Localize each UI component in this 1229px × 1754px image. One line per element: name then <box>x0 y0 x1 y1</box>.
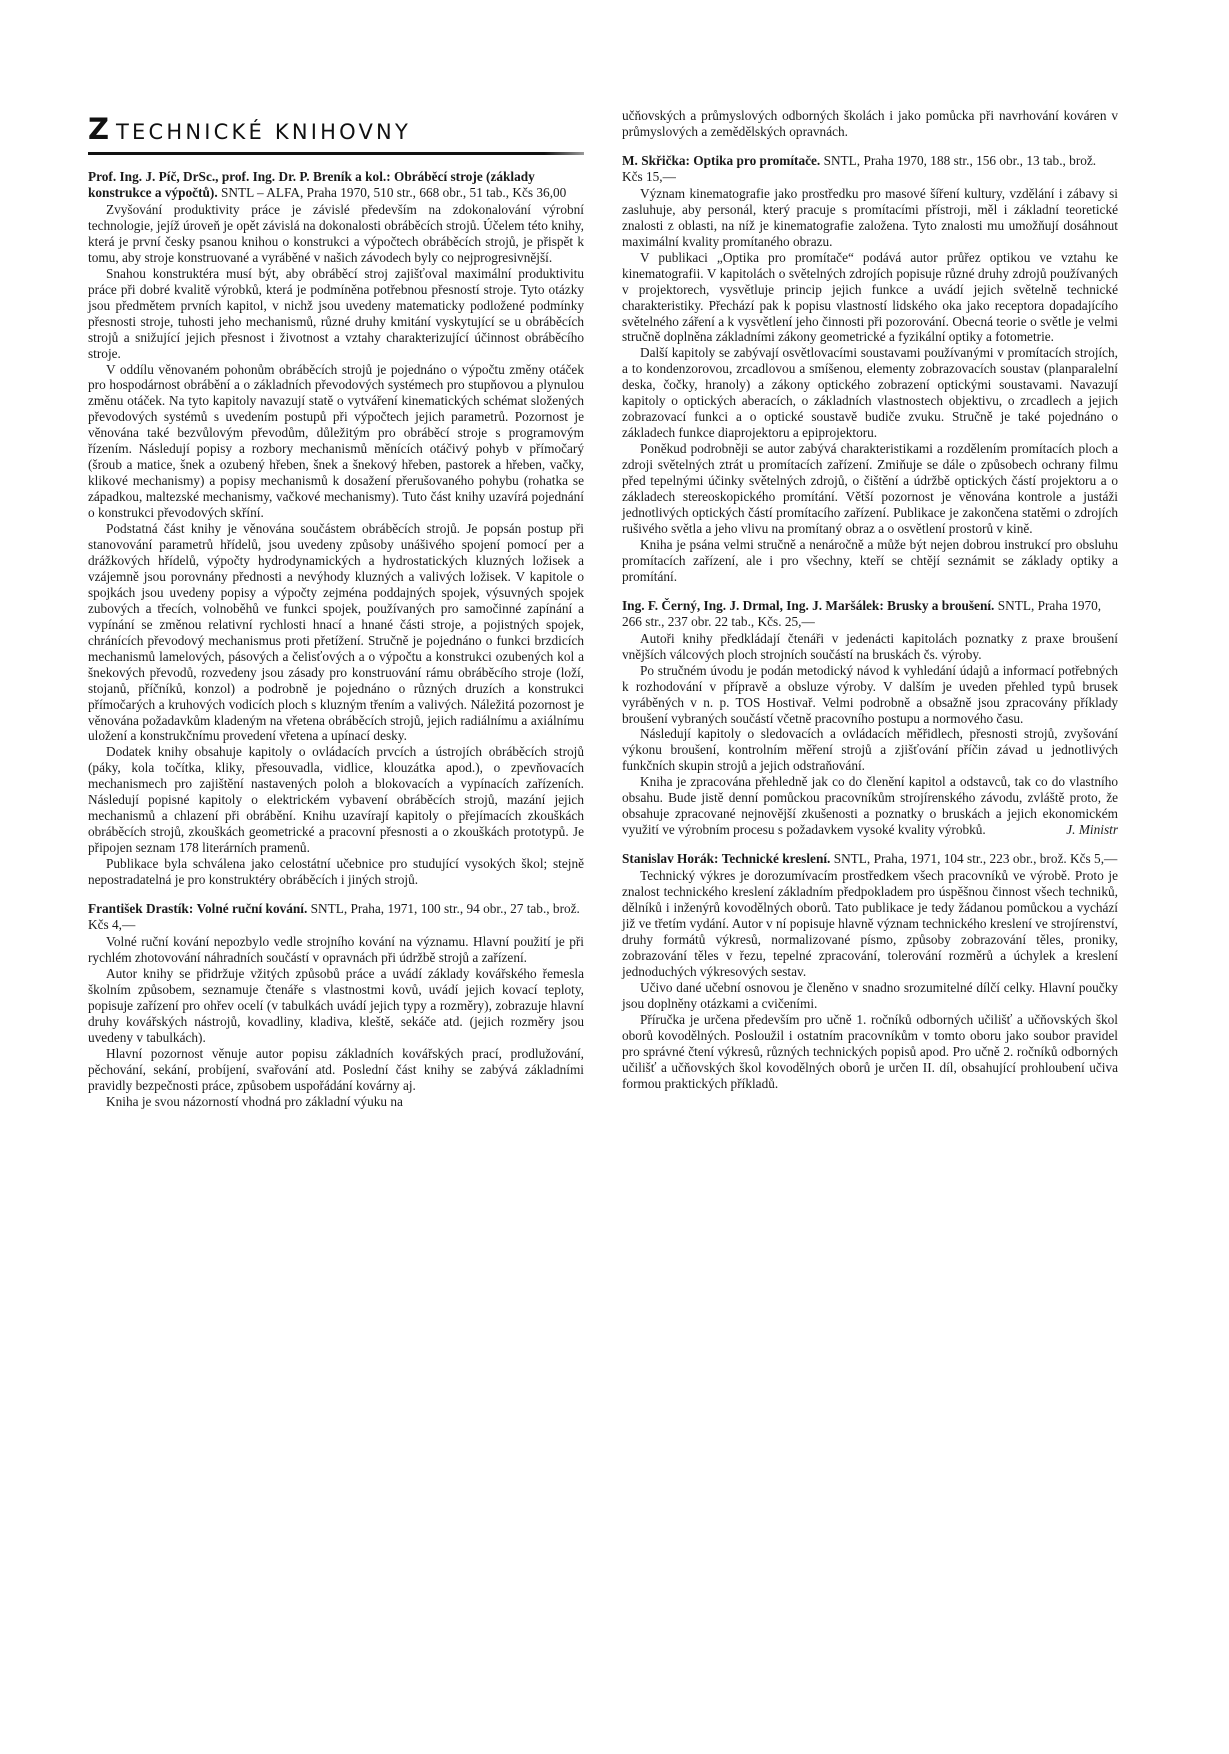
review-paragraph: Příručka je určena především pro učně 1. ročníků odborných učilišť a učňovských škol oborů kovodělných. Posloužil i ostatním pracovníkům v tomto oboru jako soubor pravidel pro správné čtení výkresů, různých technických popisů apod. Pro učně 2. ročníků odborných učilišť a učňovských škol kovodělných oborů je určen II. díl, obsahující prohloubení učiva formou praktických příkladů. <box>622 1011 1118 1091</box>
continued-paragraph: učňovských a průmyslových odborných školách i jako pomůcka při navrhování kováren v průmyslových a zemědělských opravnách. <box>622 108 1118 139</box>
review-authors: František Drastík: <box>88 900 194 916</box>
review-paragraph: Kniha je psána velmi stručně a nenáročně a může být nejen dobrou instrukcí pro obsluhu promítacích zařízení, ale i pro všechny, kteří se chtějí seznámit se základy optiky a promítání. <box>622 536 1118 584</box>
review-paragraph: Následují kapitoly o sledovacích a ovládacích měřidlech, přesnosti strojů, zvyšování výkonu broušení, kontrolním měření strojů a zjišťování příčin závad u jednotlivých funkčních skupin strojů a jejich odstraňování. <box>622 726 1118 774</box>
review-authors: Prof. Ing. J. Píč, DrSc., prof. Ing. Dr. P. Breník a kol.: <box>88 169 391 184</box>
section-header <box>88 112 584 155</box>
review-paragraph: Technický výkres je dorozumívacím prostředkem všech pracovníků ve výrobě. Proto je znalost technického kreslení základním předpokladem pro úspěšnou činnost všech techniků, dělníků i inženýrů kovodělných oborů. Tato publikace je tedy žádanou pomůckou a vychází již ve třetím vydání. Autor v ní popisuje hlavně význam technického kreslení ve strojírenství, druhy formátů výkresů, normalizované písmo, způsoby zobrazování těles, proniky, zobrazování těles v řezu, tepelné zpracování, tolerování rozměrů a úchylek a kreslení jednoduchých výkresových sestav. <box>622 868 1118 979</box>
review-title: Optika pro promítače. <box>693 152 821 168</box>
review-paragraph: V oddílu věnovaném pohonům obráběcích strojů je pojednáno o výpočtu změny otáček pro hospodárnost obrábění a o základních převodových systémech pro stupňovou a plynulou změnu otáček. Na tyto kapitoly navazují statě o vytváření kinematických schémat složených převodových systémů s uvedením postupů při výpočtech jejich parametrů. Pozornost je věnována také bezvůlovým převodům, důležitým pro obráběcí stroje s programovým řízením. Následují popisy a rozbory mechanismů měnících otáčivý pohyb v přímočarý (šroub a matice, šnek a ozubený hřeben, šnek a šnekový hřeben, pastorek a hřeben, vačky, klikové mechanismy) a popisy mechanismů k dosažení přerušovaného pohybu (rohatka se západkou, maltezské mechanismy, vačkové mechanismy). Tuto část knihy uzavírá pojednání o konstrukci převodových skříní. <box>88 361 584 521</box>
review-volne-rucni-kovani <box>88 901 584 1109</box>
review-paragraph: Poněkud podrobněji se autor zabývá charakteristikami a rozdělením promítacích ploch a zdroji světelných ztrát u promítacích zařízení. Zmiňuje se dále o způsobech ochrany filmu před tepelnými účinky světelných zdrojů, o čištění a údržbě optických částí projektoru a o základech stereoskopického promítání. Větší pozornost je věnována kontrole a justáži jednotlivých optických částí promítacího zařízení. Publikace je zakončena statěmi o zdrojích rušivého světla a jeho vlivu na promítaný obraz a o osvětlení prostorů v kině. <box>622 441 1118 536</box>
review-continuation <box>622 108 1118 140</box>
review-title: Technické kreslení. <box>721 851 831 867</box>
section-title-initial: Z <box>88 112 110 146</box>
review-paragraph: Po stručném úvodu je podán metodický návod k vyhledání údajů a informací potřebných k rozhodování v přípravě a obsluze výroby. V dalším je uveden přehled typů brusek vyráběných v n. p. TOS Hostivař. Velmi podrobně a obsažně jsou zpracovány příklady broušení vybraných součástí včetně pracovního postupu a normového času. <box>622 662 1118 726</box>
left-column <box>88 108 584 1122</box>
section-title <box>88 112 584 146</box>
review-paragraph: Kniha je svou názorností vhodná pro základní výuku na <box>106 1093 403 1109</box>
review-authors: Stanislav Horák: <box>622 851 719 867</box>
review-paragraph: Publikace byla schválena jako celostátní učebnice pro studující vysokých škol; stejně nepostradatelná je pro konstruktéry obráběcích i jiných strojů. <box>88 856 584 888</box>
review-paragraph: Snahou konstruktéra musí být, aby obráběcí stroj zajišťoval maximální produktivitu práce při dobré kvalitě výrobků, která je podmíněna potřebnou přesností stroje. Tyto otázky jsou předmětem prvních kapitol, v nichž jsou uvedeny matematicky podložené podmínky přesnosti stroje, tuhosti jeho mechanismů, různé druhy kmitání vyskytující se u obráběcích strojů a snižující jejich přesnost i životnost a vztahy charakterizující účinnost obráběcího stroje. <box>88 265 584 361</box>
review-paragraph: V publikaci „Optika pro promítače“ podává autor průřez optikou ve vztahu ke kinematografii. V kapitolách o světelných zdrojích popisuje různé druhy zdrojů používaných v projektorech, vysvětluje princip jejich funkce a uvádí jejich světelně technické charakteristiky. Přechází pak k popisu vlastností lidského oka jako receptora dopadajícího světelného záření a k vysvětlení jeho činnosti při pozorování. Obecná teorie o světle je velmi stručně doplněna základními zákony geometrické a fyzikální optiky a fotometrie. <box>622 249 1118 345</box>
right-column <box>622 108 1118 1104</box>
review-paragraph: Volné ruční kování nepozbylo vedle strojního kování na významu. Hlavní použití je při rychlém zhotovování náhradních součástí v opravnách při údržbě strojů a zařízení. <box>88 933 584 965</box>
review-title: Volné ruční kování. <box>196 900 308 916</box>
review-heading <box>88 901 584 933</box>
review-paragraph: Podstatná část knihy je věnována součástem obráběcích strojů. Je popsán postup při stanovování parametrů hřídelů, jsou uvedeny způsoby unášivého spojení pomocí per a drážkových hřídelů, výpočty hydrodynamických a hydrostatických kluzných ložisek a vzájemně jsou porovnány přednosti a nevýhody kluzných a valivých ložisek. V kapitole o spojkách jsou uvedeny popisy a výpočty zejména poddajných spojek, výsuvných spojek zubových a třecích, volnoběhů ve funkci spojek, používaných pro samočinné zapínání a vypínání se změnou relativní rychlosti hnací a hnané části stroje, a pojistných spojek, chránících převodový mechanismus proti přetížení. Stručně je pojednáno o funkci brzdicích mechanismů lamelových, pásových a čelisťových a o výpočtu a konstrukci ozubených kol a šnekových převodů, rozvedeny jsou zásady pro konstruování rámu obráběcího stroje (loží, stojanů, příčníků, konzol) a podrobně je pojednáno o různých druzích a konstrukci přímočarých a kruhových vodicích ploch s kluzným třením a valivých. Náležitá pozornost je věnována požadavkům kladeným na vřetena obráběcích strojů, jejich radiálnímu a axiálnímu uložení a konstrukčnímu provedení vřetena a upínací desky. <box>88 521 584 744</box>
review-biblio: SNTL – ALFA, Praha 1970, 510 str., 668 obr., 51 tab., Kčs 36,00 <box>220 185 567 200</box>
review-heading <box>88 169 584 201</box>
review-biblio: SNTL, Praha 1970, 188 str., 156 obr., 13 tab., brož. Kčs 15,— <box>622 152 1097 184</box>
review-signature: J. Ministr <box>1066 822 1118 838</box>
review-heading <box>622 153 1118 185</box>
review-heading <box>622 851 1118 867</box>
review-brusky-a-brouseni <box>622 598 1118 838</box>
review-paragraph: Význam kinematografie jako prostředku pro masové šíření kultury, vzdělání i zábavy si zasluhuje, aby personál, který pracuje s promítacími přístroji, měl i základní teoretické znalosti z oblasti, na níž je kinematografie založena. Tyto znalosti mu umožňují dosáhnout maximální kvality promítaného obrazu. <box>622 185 1118 249</box>
review-paragraph: Další kapitoly se zabývají osvětlovacími soustavami používanými v promítacích strojích, a to kondenzorovou, zrcadlovou a smíšenou, elementy zobrazovacích soustav (planparalelní deska, čočky, hranoly) a zákony optického zobrazení optickými soustavami. Navazují kapitoly o optických aberacích, o základních vlastnostech objektivu, o zrcadlech a jejich zobrazovací funkci a o optické soustavě budiče zvuku. Stručně je také pojednáno o základech funkce diaprojektoru a epiprojektoru. <box>622 345 1118 441</box>
review-authors: Ing. F. Černý, Ing. J. Drmal, Ing. J. Maršálek: <box>622 597 884 613</box>
review-biblio: SNTL, Praha, 1971, 100 str., 94 obr., 27 tab., brož. Kčs 4,— <box>88 900 580 932</box>
review-title: Brusky a broušení. <box>887 597 995 613</box>
review-title: Obráběcí stroje (základy konstrukce a výpočtů). <box>88 169 535 200</box>
review-obrabeci-stroje <box>88 169 584 888</box>
review-biblio: SNTL, Praha, 1971, 104 str., 223 obr., brož. Kčs 5,— <box>833 851 1118 867</box>
section-title-rest: TECHNICKÉ KNIHOVNY <box>116 120 411 144</box>
review-optika-pro-promitace <box>622 153 1118 585</box>
review-paragraph: Hlavní pozornost věnuje autor popisu základních kovářských prací, prodlužování, pěchování, sekání, probíjení, svařování atd. Poslední část knihy se zabývá základními pravidly bezpečnosti práce, způsobem uspořádání kovárny aj. <box>88 1045 584 1093</box>
review-authors: M. Skřička: <box>622 152 690 168</box>
review-paragraph: Zvyšování produktivity práce je závislé především na zdokonalování výrobní technologie, jejíž úroveň je opět závislá na dokonalosti obráběcích strojů. Účelem této knihy, která je první česky psanou knihou o konstrukci a výpočtech obráběcích strojů, je přispět k tomu, aby stroje konstruované a vyráběné v našich závodech byly co nejprogresivnější. <box>88 202 584 265</box>
review-paragraph: Učivo dané učební osnovou je členěno v snadno srozumitelné dílčí celky. Hlavní poučky jsou doplněny otázkami a cvičeními. <box>622 979 1118 1011</box>
review-paragraph: Kniha je zpracována přehledně jak co do členění kapitol a odstavců, tak co do vlastního obsahu. Bude jistě denní pomůckou pracovníkům strojírenského závodu, zvláště proto, že obsahuje zpracované nejnovější zkušenosti a poznatky o bruskách a jejich ekonomickém využití ve výrobním procesu s požadavkem vysoké kvality výrobků. <box>622 774 1118 838</box>
review-paragraph: Dodatek knihy obsahuje kapitoly o ovládacích prvcích a ústrojích obráběcích strojů (páky, kola točítka, kliky, přesouvadla, vidlice, klouzátka apod.), o zpevňovacích mechanismech pro zajištění nastavených poloh a blokovacích a vypínacích zařízeních. Následují popisné kapitoly o elektrickém vybavení obráběcích strojů, mazání jejich mechanismů a chlazení při obrábění. Knihu uzavírají kapitoly o přejímacích zkouškách obráběcích strojů, zkouškách geometrické a pracovní přesnosti a o zkouškách prototypů. Je připojen seznam 178 literárních pramenů. <box>88 744 584 856</box>
review-technicke-kresleni <box>622 851 1118 1091</box>
header-rule <box>88 152 584 155</box>
review-paragraph: Autor knihy se přidržuje vžitých způsobů práce a uvádí základy kovářského řemesla školním způsobem, seznamuje čtenáře s vlastnostmi kovů, uvádí jejich kovací teploty, popisuje zařízení pro ohřev ocelí (v tabulkách uvádí jejich typy a rozměry), zobrazuje hlavní druhy kovářských nástrojů, kovadliny, kladiva, kleště, sekáče atd. (jejich rozměry jsou uvedeny v tabulkách). <box>88 965 584 1045</box>
magazine-page <box>88 108 1118 1708</box>
review-heading <box>622 598 1118 630</box>
review-biblio: SNTL, Praha 1970, 266 str., 237 obr. 22 tab., Kčs. 25,— <box>622 597 1102 629</box>
review-paragraph: Autoři knihy předkládají čtenáři v jedenácti kapitolách poznatky z praxe broušení vnějších válcových ploch strojních součástí na bruskách čs. výroby. <box>622 630 1118 662</box>
